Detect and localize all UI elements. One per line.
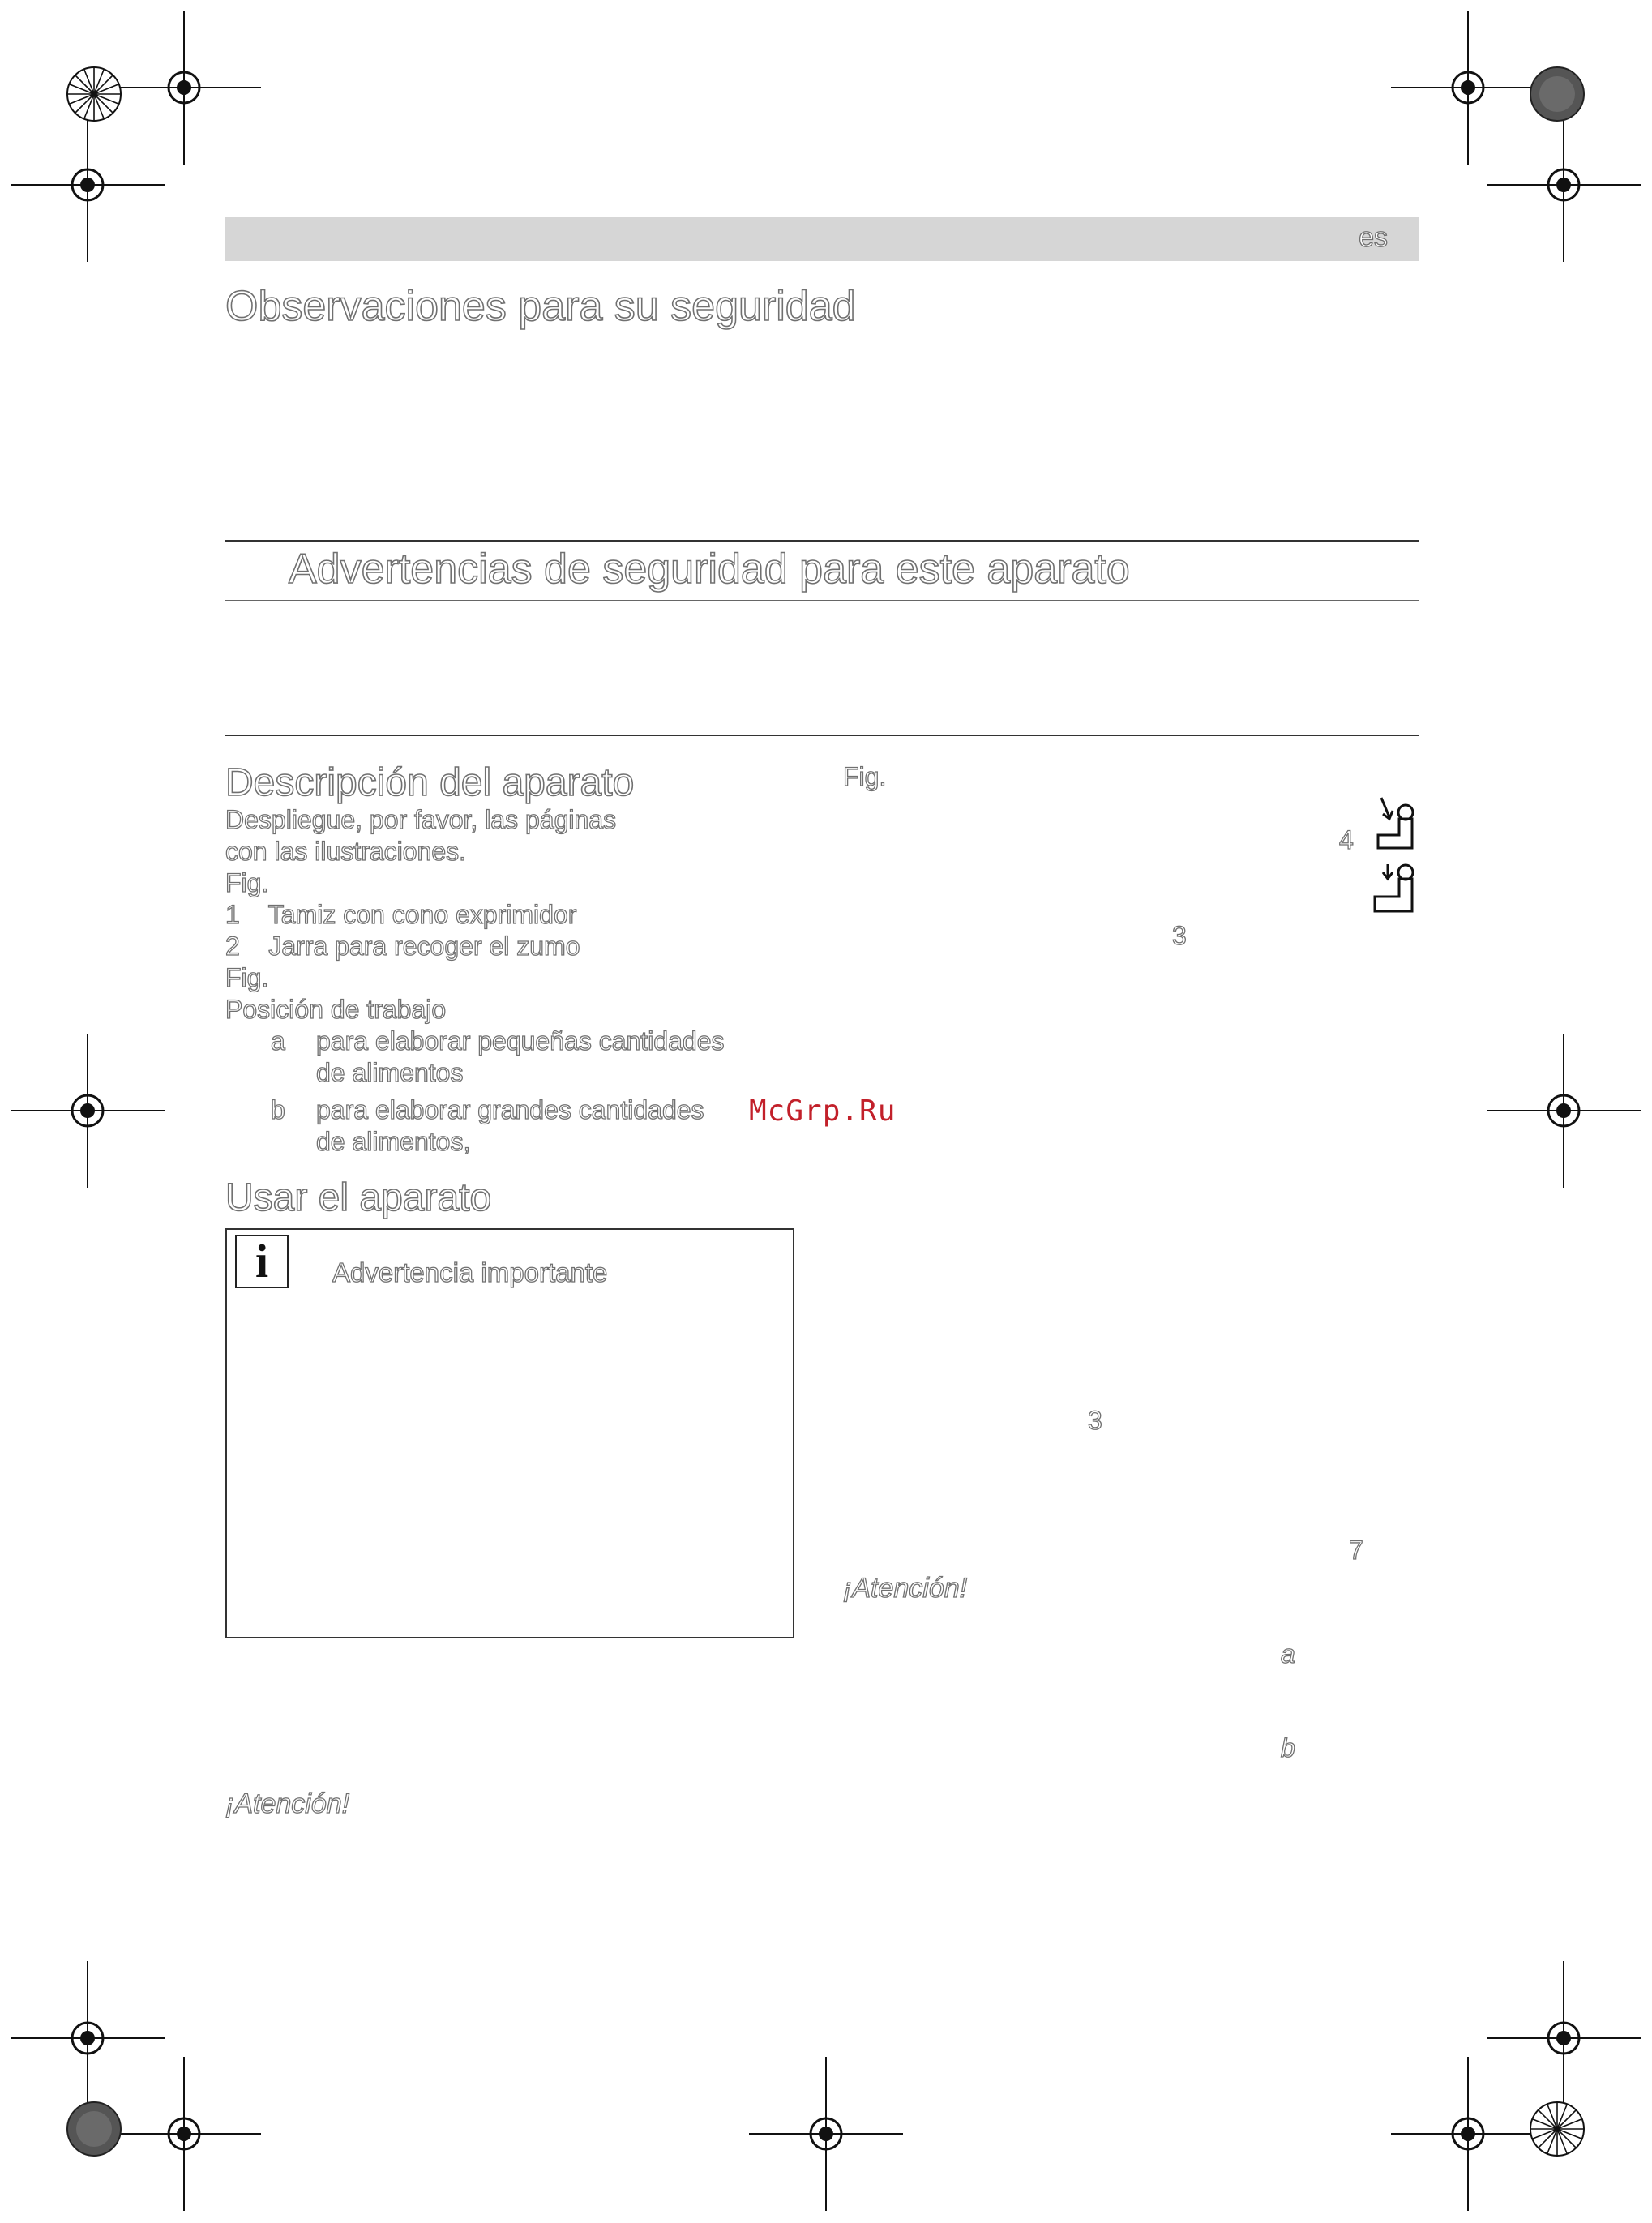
- work-position-letter: a: [271, 1026, 285, 1056]
- info-icon: i: [235, 1235, 289, 1288]
- position-pictograms: [1372, 795, 1419, 929]
- registration-mark-icon: [1487, 1961, 1641, 2115]
- right-number: 3: [1172, 921, 1187, 950]
- registration-mark-icon: [1487, 108, 1641, 262]
- registration-mark-icon: [1391, 2057, 1545, 2211]
- info-box-title: Advertencia importante: [332, 1257, 608, 1287]
- right-number: 3: [1088, 1406, 1102, 1435]
- starburst-icon: [1530, 2102, 1584, 2156]
- work-position-line: para elaborar grandes cantidades: [316, 1095, 704, 1124]
- description-line: con las ilustraciones.: [225, 837, 467, 866]
- description-line: Despliegue, por favor, las páginas: [225, 805, 617, 834]
- description-line: Fig.: [225, 868, 269, 897]
- registration-mark-icon: [11, 108, 165, 262]
- description-title: Descripción del aparato: [225, 761, 635, 804]
- safety-title: Observaciones para su seguridad: [225, 283, 856, 330]
- registration-mark-icon: [1391, 11, 1545, 165]
- info-box: [225, 1228, 794, 1638]
- description-line: 2 Jarra para recoger el zumo: [225, 932, 580, 961]
- starburst-icon: [67, 67, 121, 121]
- gray-disc-icon: [1530, 67, 1584, 121]
- description-body: [225, 804, 616, 1026]
- work-position-line: de alimentos: [316, 1058, 464, 1087]
- language-code: es: [1359, 222, 1388, 253]
- language-bar: [225, 217, 1419, 261]
- description-line: Posición de trabajo: [225, 995, 447, 1024]
- description-line: Fig.: [225, 963, 269, 992]
- right-number: 7: [1349, 1536, 1363, 1565]
- right-letter: a: [1281, 1639, 1295, 1668]
- right-fig-label: Fig.: [843, 762, 887, 791]
- divider: [225, 540, 1419, 542]
- work-position-b: [271, 1094, 285, 1126]
- registration-mark-icon: [11, 1961, 165, 2115]
- description-line: 1 Tamiz con cono exprimidor: [225, 900, 577, 929]
- safety-warnings-title: Advertencias de seguridad para este aparato: [289, 546, 1130, 593]
- work-position-line: para elaborar pequeñas cantidades: [316, 1026, 725, 1056]
- work-position-letter: b: [271, 1095, 285, 1124]
- registration-mark-icon: [107, 2057, 261, 2211]
- attention-left: ¡Atención!: [225, 1788, 350, 1819]
- work-position-a-text: [316, 1026, 724, 1089]
- gray-disc-icon: [67, 2102, 121, 2156]
- work-position-line: de alimentos,: [316, 1127, 471, 1156]
- attention-right: ¡Atención!: [843, 1573, 968, 1604]
- use-title: Usar el aparato: [225, 1176, 492, 1219]
- divider: [225, 600, 1419, 601]
- divider: [225, 735, 1419, 736]
- work-position-a: [271, 1026, 285, 1057]
- right-number: 4: [1339, 825, 1354, 855]
- watermark: McGrp.Ru: [749, 1094, 897, 1128]
- lift-up-icon: [1375, 864, 1413, 911]
- registration-mark-icon: [749, 2057, 903, 2211]
- registration-mark-icon: [11, 1034, 165, 1188]
- right-letter: b: [1281, 1733, 1295, 1763]
- press-down-icon: [1378, 798, 1413, 848]
- work-position-b-text: [316, 1094, 704, 1158]
- registration-mark-icon: [1487, 1034, 1641, 1188]
- registration-mark-icon: [107, 11, 261, 165]
